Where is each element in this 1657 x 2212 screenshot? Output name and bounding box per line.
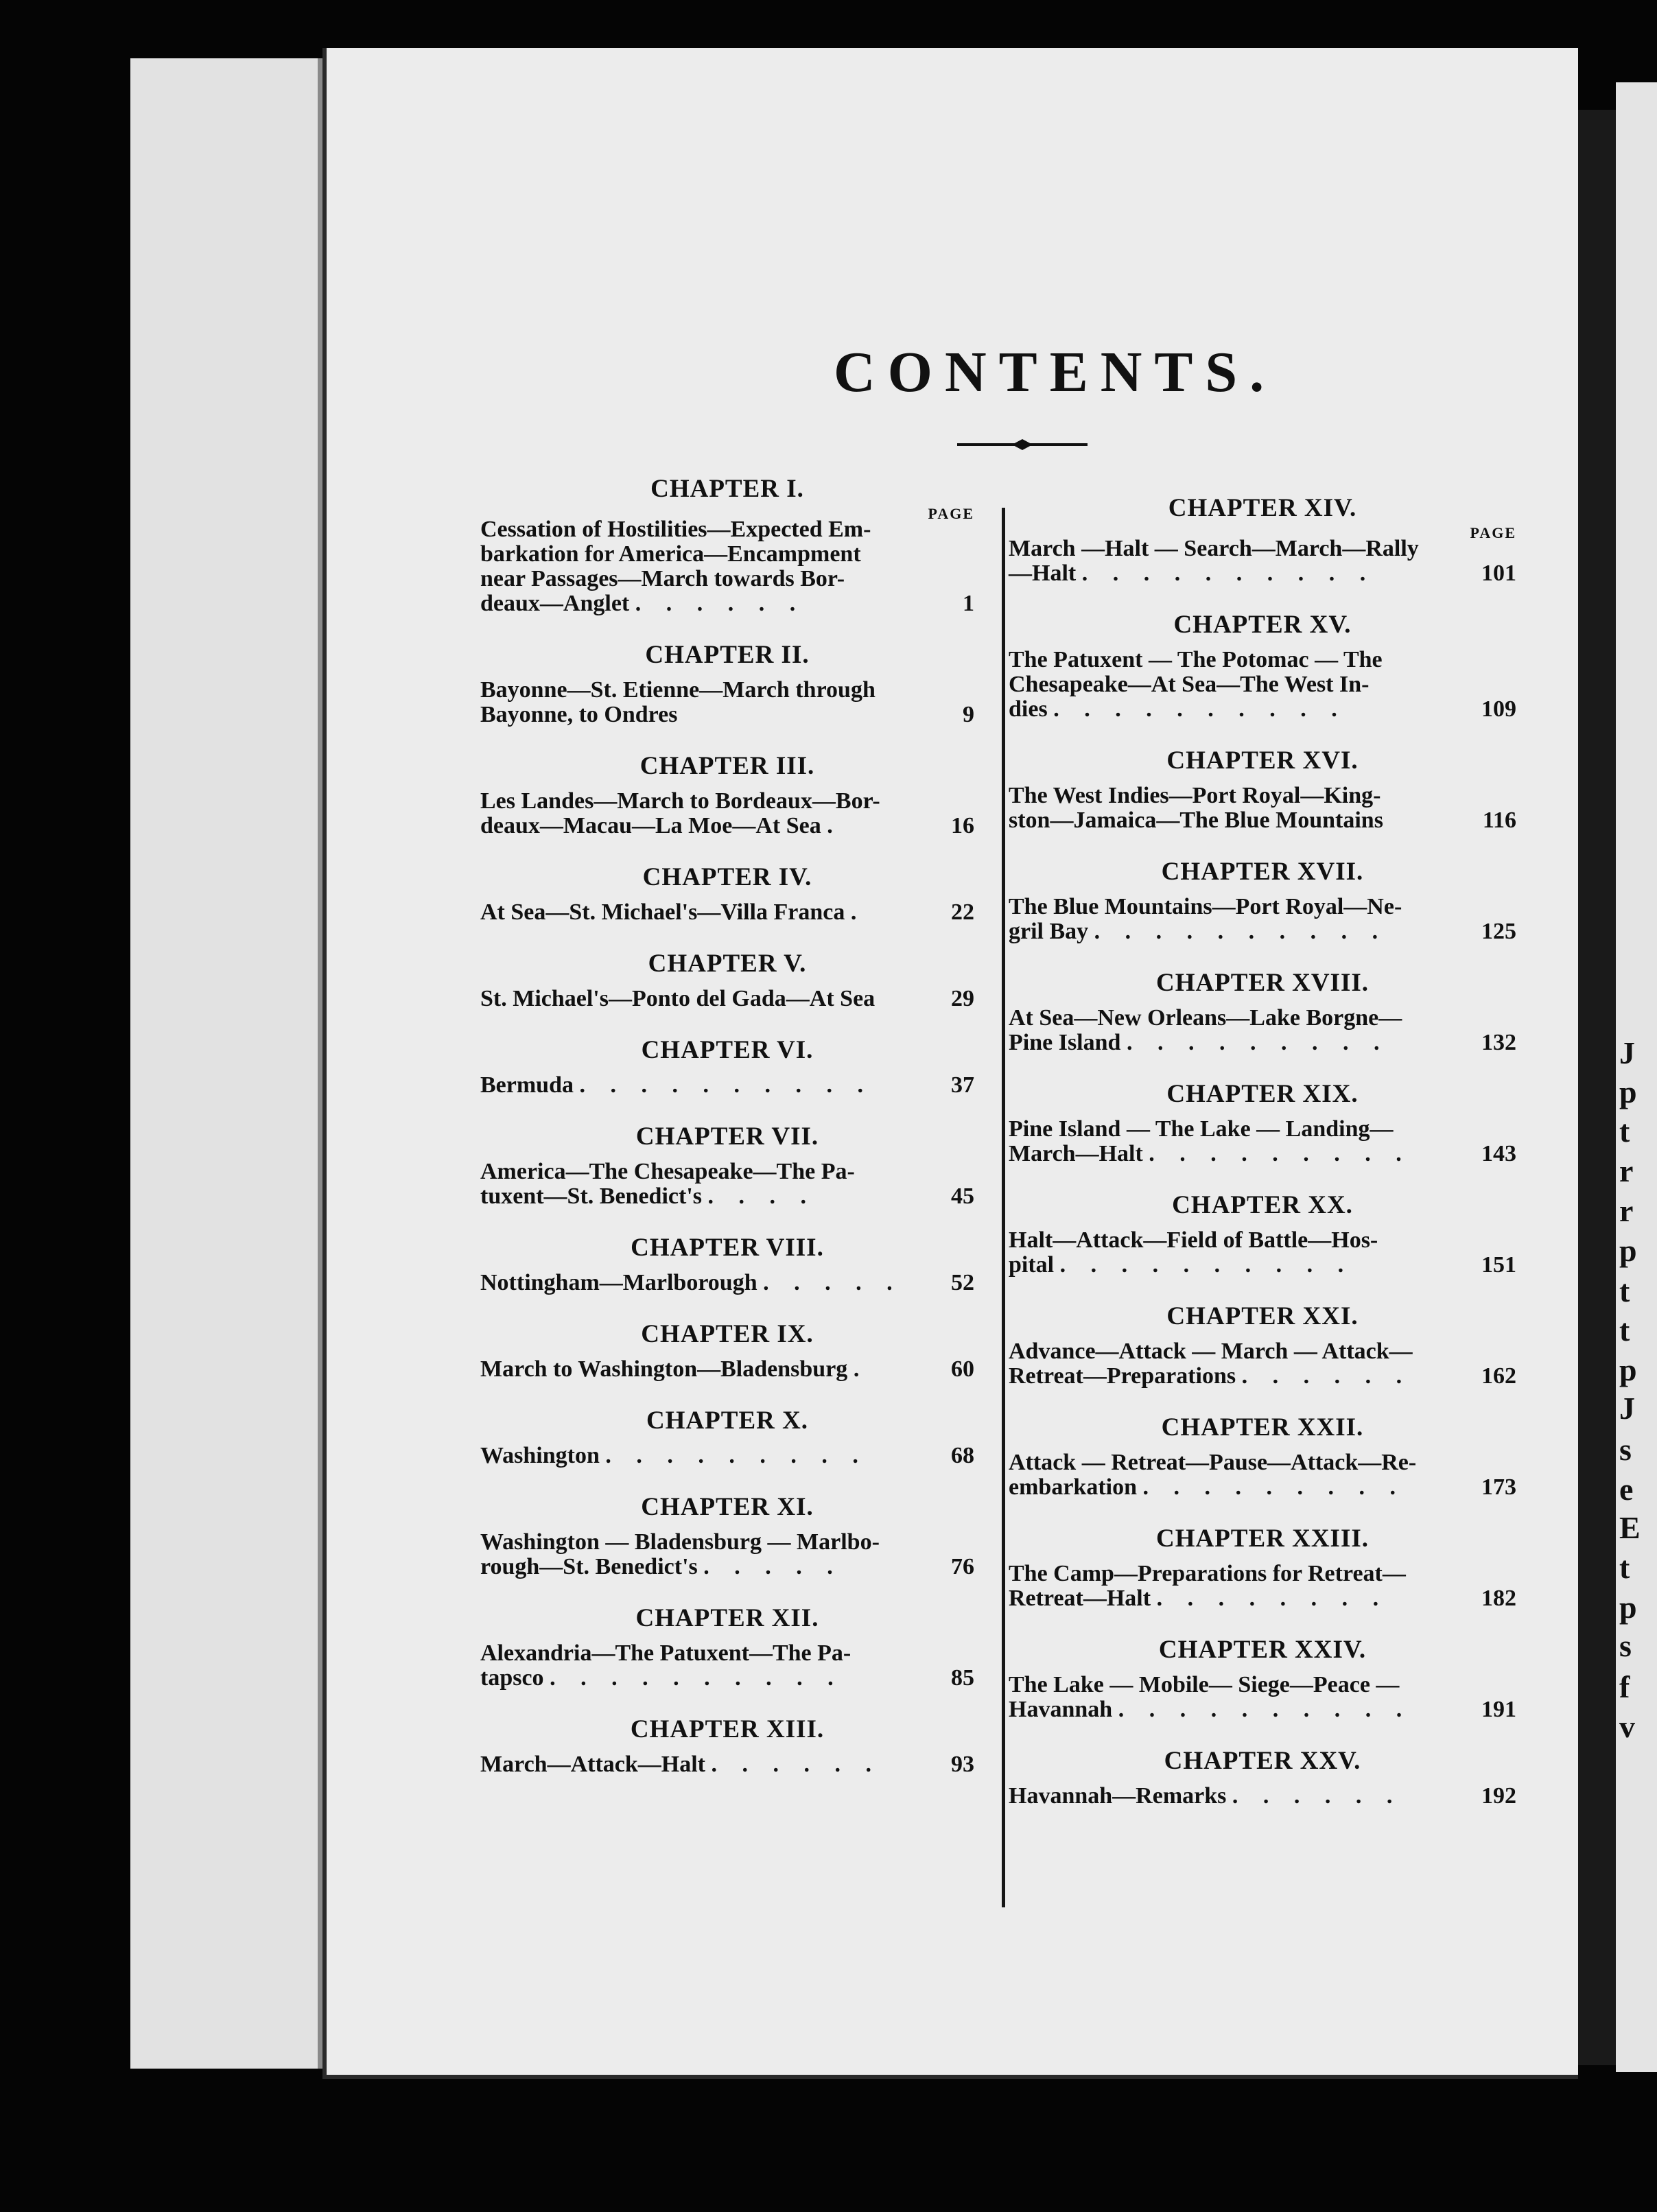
chapter-heading: CHAPTER XII. — [635, 1604, 819, 1632]
chapter-heading: CHAPTER XI. — [641, 1493, 814, 1521]
edge-letter: t — [1619, 1313, 1630, 1348]
chapter-entry — [1009, 1190, 1516, 1278]
chapter-topics: March—Attack—Halt — [480, 1752, 705, 1777]
chapter-summary — [480, 1073, 974, 1098]
dot-leader: . . . . . . — [1232, 1783, 1402, 1809]
dot-leader: . . . . . . — [635, 591, 806, 616]
chapter-heading: CHAPTER I. — [650, 475, 804, 503]
page-number: 109 — [1481, 696, 1516, 722]
chapter-heading: CHAPTER XIX. — [1166, 1080, 1359, 1108]
chapter-entry — [480, 1603, 974, 1691]
chapter-heading: CHAPTER XVI. — [1166, 746, 1359, 775]
dot-leader: . . . . . . . . . . — [550, 1665, 843, 1691]
page-number: 29 — [951, 986, 974, 1011]
edge-letter: r — [1619, 1193, 1634, 1228]
chapter-summary — [1009, 895, 1516, 944]
chapter-topics: Cessation of Hostilities—Expected Em- barkation for America—Encampment near Passages—March towards Bor- deaux—Anglet — [480, 517, 871, 616]
page-number: 45 — [951, 1184, 974, 1209]
chapter-topics: America—The Chesapeake—The Pa- tuxent—St. Benedict's — [480, 1159, 855, 1209]
edge-letter: r — [1619, 1153, 1634, 1188]
column-divider — [1002, 508, 1005, 1907]
chapter-topics: March to Washington—Bladensburg — [480, 1356, 848, 1382]
chapter-entry — [480, 948, 974, 1011]
chapter-entry — [480, 639, 974, 727]
chapter-heading: CHAPTER VII. — [635, 1122, 819, 1151]
chapter-entry — [480, 1405, 974, 1468]
dot-leader: . — [853, 1356, 869, 1382]
dot-leader: . . . . . . . . . — [1126, 1030, 1389, 1055]
chapter-summary — [480, 1160, 974, 1209]
chapter-entry — [1009, 1412, 1516, 1500]
chapter-topics: The Patuxent — The Potomac — The Chesapeake—At Sea—The West In- dies — [1009, 647, 1383, 722]
chapter-topics: Pine Island — The Lake — Landing— March—Halt — [1009, 1116, 1394, 1166]
page-title: CONTENTS. — [834, 340, 1277, 404]
chapter-entry — [1009, 745, 1516, 833]
right-page-gutter — [1575, 110, 1618, 2065]
chapter-entry — [480, 1121, 974, 1209]
dot-leader: . . . . . . . . . . — [579, 1072, 873, 1098]
chapter-topics: At Sea—St. Michael's—Villa Franca — [480, 899, 845, 925]
edge-letter: s — [1619, 1628, 1632, 1663]
chapter-topics: Advance—Attack — March — Attack— Retreat—Preparations — [1009, 1339, 1413, 1389]
title-ornament — [957, 436, 1088, 453]
edge-letter: t — [1619, 1273, 1630, 1308]
page-number: 16 — [951, 813, 974, 838]
chapter-summary — [480, 517, 974, 616]
chapter-topics: St. Michael's—Ponto del Gada—At Sea — [480, 986, 875, 1011]
edge-letter: p — [1619, 1352, 1637, 1387]
chapter-summary — [1009, 537, 1516, 586]
chapter-entry — [1009, 1301, 1516, 1389]
page-number: 93 — [951, 1752, 974, 1777]
dot-leader: . . . . . . . . . . — [1053, 696, 1347, 722]
chapter-heading: CHAPTER X. — [646, 1407, 809, 1435]
chapter-entry — [480, 1714, 974, 1777]
page-number: 22 — [951, 899, 974, 925]
dot-leader: . . . . . . — [711, 1752, 881, 1777]
page-number: 182 — [1481, 1586, 1516, 1611]
page-number: 192 — [1481, 1783, 1516, 1809]
chapter-topics: Bermuda — [480, 1072, 574, 1098]
chapter-summary — [480, 1357, 974, 1382]
dot-leader: . . . . . . . . . — [605, 1443, 868, 1468]
page-number: 191 — [1481, 1697, 1516, 1722]
chapter-summary — [480, 1752, 974, 1777]
chapter-heading: CHAPTER XXIII. — [1155, 1525, 1370, 1553]
dot-leader: . . . . . . . . . . — [1094, 919, 1388, 944]
edge-letter: p — [1619, 1233, 1637, 1268]
dot-leader: . — [850, 899, 867, 925]
chapter-entry — [1009, 856, 1516, 944]
page-number: 173 — [1481, 1474, 1516, 1500]
edge-letter: J — [1619, 1391, 1635, 1426]
chapter-entry — [1009, 609, 1516, 722]
chapter-heading: CHAPTER VIII. — [631, 1234, 824, 1262]
chapter-entry — [480, 1319, 974, 1382]
edge-letter: E — [1619, 1510, 1641, 1545]
page-number: 1 — [963, 591, 974, 616]
chapter-heading: CHAPTER XV. — [1173, 611, 1352, 639]
chapter-topics: Washington — [480, 1443, 600, 1468]
dot-leader: . . . . . . . . — [1156, 1586, 1389, 1611]
right-column — [1009, 493, 1516, 1832]
chapter-heading: CHAPTER II. — [645, 641, 810, 669]
chapter-entry — [1009, 1634, 1516, 1722]
dot-leader: . . . . . — [763, 1270, 902, 1295]
edge-letter: p — [1619, 1074, 1637, 1109]
edge-letter: t — [1619, 1114, 1630, 1149]
chapter-summary — [1009, 648, 1516, 722]
page-number: 76 — [951, 1554, 974, 1579]
chapter-heading: CHAPTER IV. — [642, 863, 812, 891]
page-column-label: PAGE — [928, 505, 974, 522]
chapter-summary — [480, 678, 974, 727]
chapter-summary — [1009, 1673, 1516, 1722]
chapter-entry — [480, 1232, 974, 1295]
chapter-topics: The West Indies—Port Royal—King- ston—Jamaica—The Blue Mountains — [1009, 783, 1383, 833]
dot-leader: . . . . . . . . . . — [1059, 1252, 1354, 1278]
chapter-entry — [1009, 493, 1516, 586]
chapter-entry — [480, 1035, 974, 1098]
chapter-heading: CHAPTER XXIV. — [1158, 1636, 1367, 1664]
page-number: 52 — [951, 1270, 974, 1295]
chapter-topics: Alexandria—The Patuxent—The Pa- tapsco — [480, 1640, 851, 1691]
chapter-heading: CHAPTER XXII. — [1161, 1413, 1364, 1442]
chapter-entry — [480, 751, 974, 838]
chapter-heading: CHAPTER XX. — [1172, 1191, 1353, 1219]
chapter-summary — [480, 1530, 974, 1579]
chapter-entry — [480, 473, 974, 616]
edge-letter: v — [1619, 1709, 1635, 1744]
chapter-topics: The Lake — Mobile— Siege—Peace — Havannah — [1009, 1672, 1400, 1722]
chapter-heading: CHAPTER XVIII. — [1155, 969, 1370, 997]
dot-leader: . . . . . . . . . — [1142, 1474, 1405, 1500]
chapter-summary — [480, 900, 974, 925]
page-number: 151 — [1481, 1252, 1516, 1278]
page-number: 68 — [951, 1443, 974, 1468]
edge-letter: e — [1619, 1472, 1634, 1507]
dot-leader: . . . . . — [703, 1554, 843, 1579]
chapter-heading: CHAPTER V. — [648, 950, 807, 978]
edge-letter: t — [1619, 1550, 1630, 1585]
page-number: 101 — [1481, 561, 1516, 586]
chapter-entry — [1009, 1079, 1516, 1166]
chapter-topics: The Camp—Preparations for Retreat— Retreat—Halt — [1009, 1561, 1406, 1611]
chapter-topics: Nottingham—Marlborough — [480, 1270, 757, 1295]
chapter-entry — [480, 1492, 974, 1579]
chapter-heading: CHAPTER IX. — [641, 1320, 814, 1348]
chapter-summary — [1009, 1450, 1516, 1500]
chapter-topics: At Sea—New Orleans—Lake Borgne— Pine Island — [1009, 1005, 1402, 1055]
chapter-topics: Bayonne—St. Etienne—March through Bayonne, to Ondres — [480, 677, 875, 727]
chapter-summary — [480, 1271, 974, 1295]
left-page-edge — [130, 58, 326, 2069]
dot-leader: . . . . . . . . . . — [1081, 561, 1376, 586]
chapter-summary — [1009, 1339, 1516, 1389]
page-column-label: PAGE — [1470, 524, 1516, 541]
chapter-summary — [480, 1641, 974, 1691]
chapter-summary — [1009, 1228, 1516, 1278]
chapter-summary — [480, 1444, 974, 1468]
dot-leader: . . . . . . . . . . — [1118, 1697, 1412, 1722]
chapter-entry — [1009, 1745, 1516, 1809]
dot-leader: . . . . . . — [1241, 1363, 1412, 1389]
edge-letter: s — [1619, 1432, 1632, 1467]
page-number: 37 — [951, 1072, 974, 1098]
chapter-summary — [1009, 1006, 1516, 1055]
chapter-entry — [1009, 1523, 1516, 1611]
page-number: 9 — [963, 702, 974, 727]
page-number: 143 — [1481, 1141, 1516, 1166]
dot-leader: . . . . . . . . . — [1149, 1141, 1411, 1166]
page-number: 85 — [951, 1665, 974, 1691]
chapter-topics: Washington — Bladensburg — Marlbo- rough—St. Benedict's — [480, 1529, 880, 1579]
chapter-summary — [480, 987, 974, 1011]
chapter-heading: CHAPTER III. — [639, 752, 815, 780]
chapter-summary — [1009, 1784, 1516, 1809]
chapter-topics: Havannah—Remarks — [1009, 1783, 1227, 1809]
edge-letter: J — [1619, 1035, 1635, 1070]
page-number: 116 — [1482, 808, 1516, 833]
chapter-summary — [1009, 1117, 1516, 1166]
chapter-heading: CHAPTER XVII. — [1161, 858, 1364, 886]
chapter-topics: March —Halt — Search—March—Rally —Halt — [1009, 536, 1419, 586]
chapter-heading: CHAPTER VI. — [641, 1036, 814, 1064]
edge-letter: p — [1619, 1590, 1637, 1625]
left-column — [480, 473, 974, 1800]
chapter-summary — [1009, 1562, 1516, 1611]
chapter-topics: Les Landes—March to Bordeaux—Bor- deaux—Macau—La Moe—At Sea — [480, 788, 880, 838]
page-number: 132 — [1481, 1030, 1516, 1055]
chapter-entry — [480, 862, 974, 925]
page-number: 125 — [1481, 919, 1516, 944]
chapter-entry — [1009, 967, 1516, 1055]
dot-leader: . . . . — [707, 1184, 816, 1209]
chapter-topics: The Blue Mountains—Port Royal—Ne- gril Bay — [1009, 894, 1402, 944]
chapter-summary — [1009, 784, 1516, 833]
chapter-heading: CHAPTER XXI. — [1166, 1302, 1359, 1330]
chapter-topics: Attack — Retreat—Pause—Attack—Re- embarkation — [1009, 1450, 1417, 1500]
edge-letter: f — [1619, 1669, 1630, 1704]
chapter-heading: CHAPTER XXV. — [1164, 1747, 1361, 1775]
chapter-heading: CHAPTER XIII. — [630, 1715, 825, 1743]
chapter-heading: CHAPTER XIV. — [1168, 494, 1357, 522]
page-number: 60 — [951, 1356, 974, 1382]
chapter-topics: Halt—Attack—Field of Battle—Hos- pital — [1009, 1227, 1378, 1278]
page-number: 162 — [1481, 1363, 1516, 1389]
chapter-summary — [480, 789, 974, 838]
dot-leader: . — [827, 813, 843, 838]
